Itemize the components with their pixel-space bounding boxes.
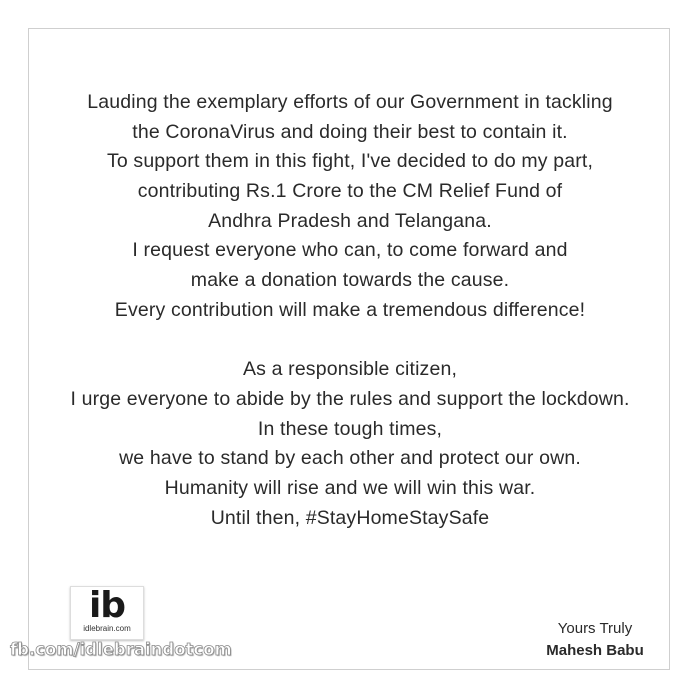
- message-line: To support them in this fight, I've decided to do my part,: [106, 150, 594, 173]
- message-line: Andhra Pradesh and Telangana.: [208, 209, 492, 232]
- signoff: [520, 618, 670, 662]
- message-line: Lauding the exemplary efforts of our Government in tackling: [87, 91, 613, 113]
- message-line: Humanity will rise and we will win this war.: [164, 476, 536, 499]
- message-line: make a donation towards the cause.: [190, 269, 510, 292]
- message-line: I request everyone who can, to come forward and: [132, 239, 568, 262]
- message-line: Every contribution will make a tremendous difference!: [114, 298, 586, 321]
- message-line: I urge everyone to abide by the rules and support the lockdown.: [70, 387, 630, 410]
- logo-mark: ib: [88, 585, 126, 626]
- message-body: [0, 88, 700, 533]
- idlebrain-logo: [70, 586, 144, 640]
- message-line: we have to stand by each other and protect our own.: [119, 447, 581, 470]
- message-line: In these tough times,: [257, 417, 443, 440]
- message-line: As a responsible citizen,: [242, 358, 458, 381]
- message-line: Until then, #StayHomeStaySafe: [210, 506, 490, 529]
- message-line: contributing Rs.1 Crore to the CM Relief Fund of: [137, 180, 563, 203]
- facebook-watermark: fb.com/idlebraindotcom: [10, 640, 232, 659]
- message-line: the CoronaVirus and doing their best to contain it.: [132, 120, 568, 143]
- paragraph-spacer: [0, 326, 700, 356]
- signer-name: Mahesh Babu: [546, 642, 644, 659]
- logo-caption: idlebrain.com: [83, 624, 131, 633]
- closing-text: Yours Truly: [557, 620, 633, 637]
